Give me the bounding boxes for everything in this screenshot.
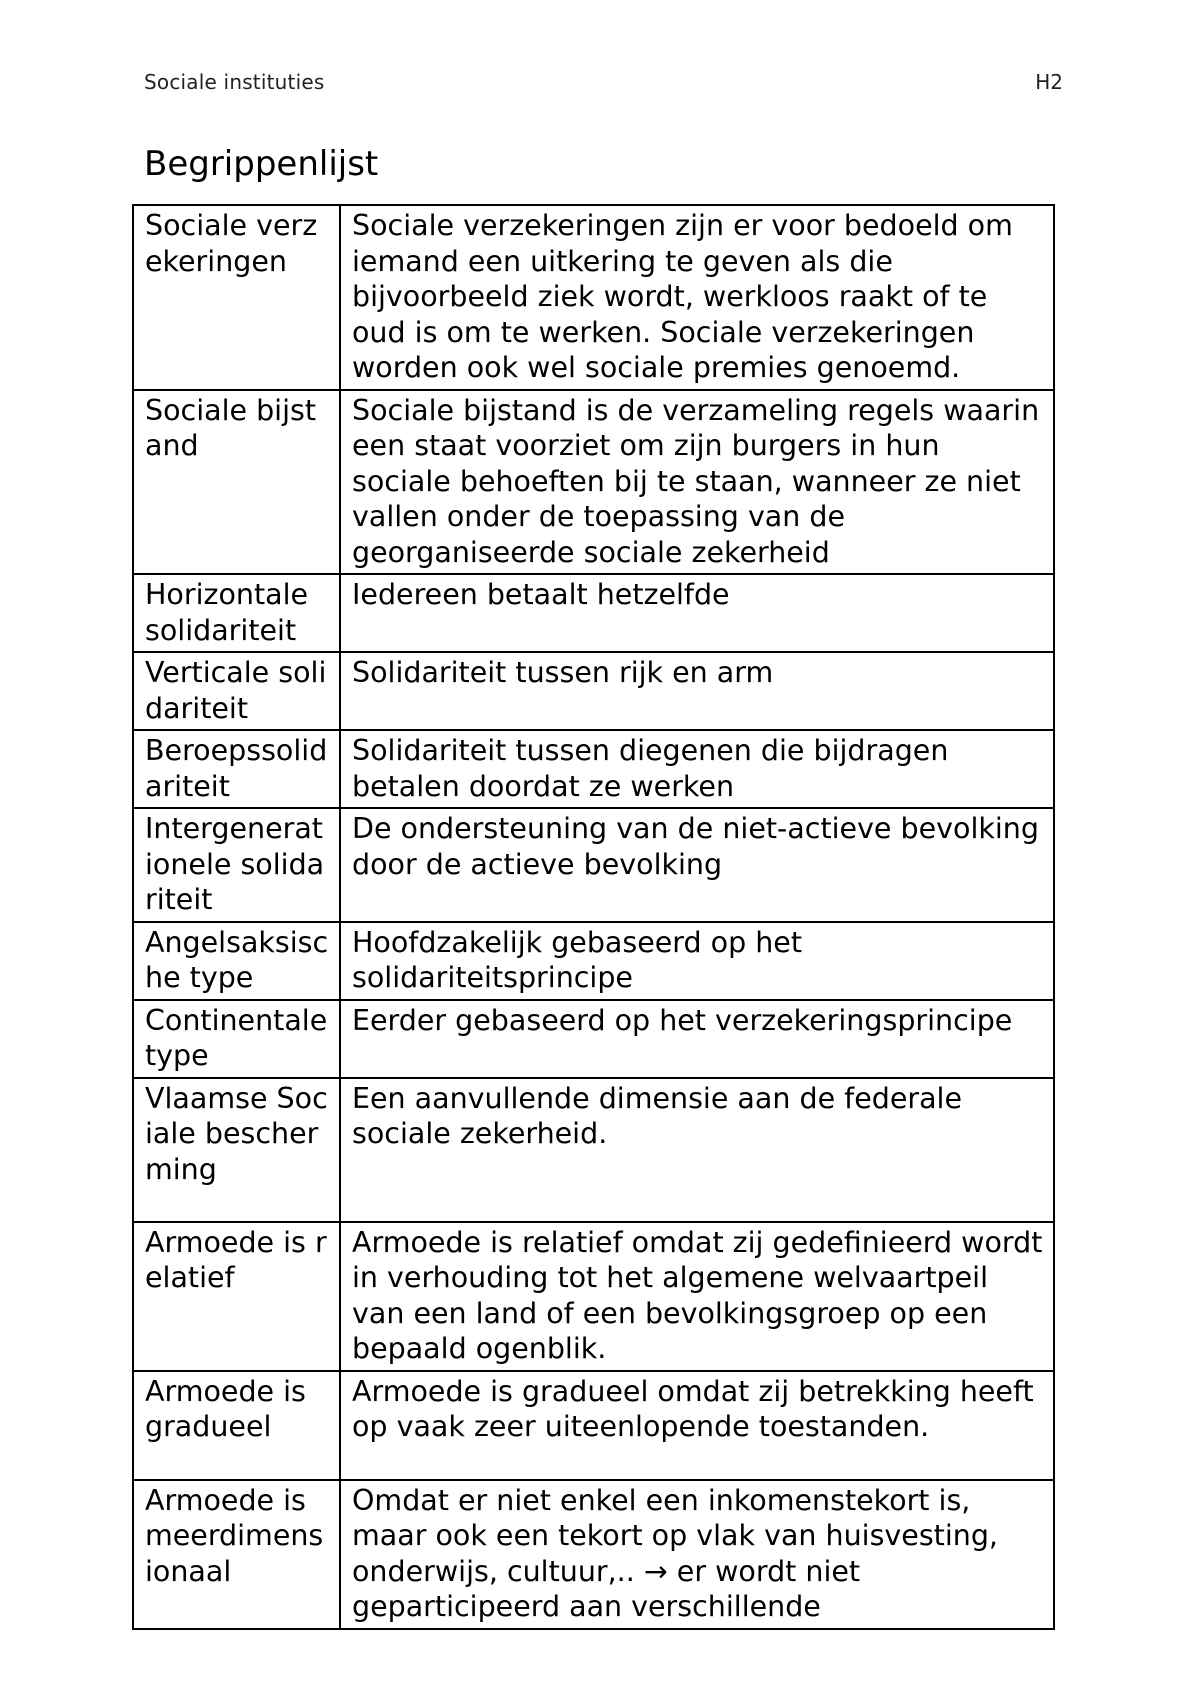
table-row: [133, 205, 1054, 390]
definition-cell: Omdat er niet enkel een inkomenstekort is, maar ook een tekort op vlak van huisvesting, onderwijs, cultuur,.. → er wordt niet geparticipeerd aan verschillende: [340, 1480, 1054, 1629]
header-course: Sociale instituties: [144, 70, 325, 94]
term-cell: Continentale type: [133, 1000, 340, 1078]
definition-cell: Eerder gebaseerd op het verzekeringsprincipe: [340, 1000, 1054, 1078]
definition-cell: Iedereen betaalt hetzelfde: [340, 574, 1054, 652]
term-cell: Horizontale solidariteit: [133, 574, 340, 652]
term-cell: Sociale verzekeringen: [133, 205, 340, 390]
term-cell: Armoede is gradueel: [133, 1371, 340, 1480]
table-row: [133, 922, 1054, 1000]
definition-cell: Solidariteit tussen rijk en arm: [340, 652, 1054, 730]
definition-cell: De ondersteuning van de niet-actieve bevolking door de actieve bevolking: [340, 808, 1054, 922]
table-row: [133, 808, 1054, 922]
table-row: [133, 730, 1054, 808]
table-row: [133, 1000, 1054, 1078]
definition-cell: Sociale verzekeringen zijn er voor bedoeld om iemand een uitkering te geven als die bijvoorbeeld ziek wordt, werkloos raakt of te oud is om te werken. Sociale verzekeringen worden ook wel sociale premies genoemd.: [340, 205, 1054, 390]
definition-cell: Armoede is relatief omdat zij gedefinieerd wordt in verhouding tot het algemene welvaartpeil van een land of een bevolkingsgroep op een bepaald ogenblik.: [340, 1222, 1054, 1371]
term-cell: Armoede is relatief: [133, 1222, 340, 1371]
table-row: [133, 1480, 1054, 1629]
term-cell: Verticale solidariteit: [133, 652, 340, 730]
definition-cell: Een aanvullende dimensie aan de federale sociale zekerheid.: [340, 1078, 1054, 1222]
page-title: Begrippenlijst: [144, 144, 379, 184]
term-cell: Armoede is meerdimensionaal: [133, 1480, 340, 1629]
term-cell: Intergenerationele solidariteit: [133, 808, 340, 922]
table-row: [133, 390, 1054, 575]
definition-cell: Solidariteit tussen diegenen die bijdragen betalen doordat ze werken: [340, 730, 1054, 808]
definition-cell: Hoofdzakelijk gebaseerd op het solidariteitsprincipe: [340, 922, 1054, 1000]
definition-cell: Sociale bijstand is de verzameling regels waarin een staat voorziet om zijn burgers in hun sociale behoeften bij te staan, wanneer ze niet vallen onder de toepassing van de georganiseerde sociale zekerheid: [340, 390, 1054, 575]
table-row: [133, 574, 1054, 652]
term-cell: Sociale bijstand: [133, 390, 340, 575]
table-row: [133, 1222, 1054, 1371]
term-cell: Angelsaksische type: [133, 922, 340, 1000]
header-chapter: H2: [1035, 70, 1063, 94]
definition-cell: Armoede is gradueel omdat zij betrekking heeft op vaak zeer uiteenlopende toestanden.: [340, 1371, 1054, 1480]
term-cell: Beroepssolidariteit: [133, 730, 340, 808]
glossary-table: [132, 204, 1055, 1630]
table-row: [133, 1371, 1054, 1480]
table-row: [133, 1078, 1054, 1222]
term-cell: Vlaamse Sociale bescherming: [133, 1078, 340, 1222]
table-row: [133, 652, 1054, 730]
